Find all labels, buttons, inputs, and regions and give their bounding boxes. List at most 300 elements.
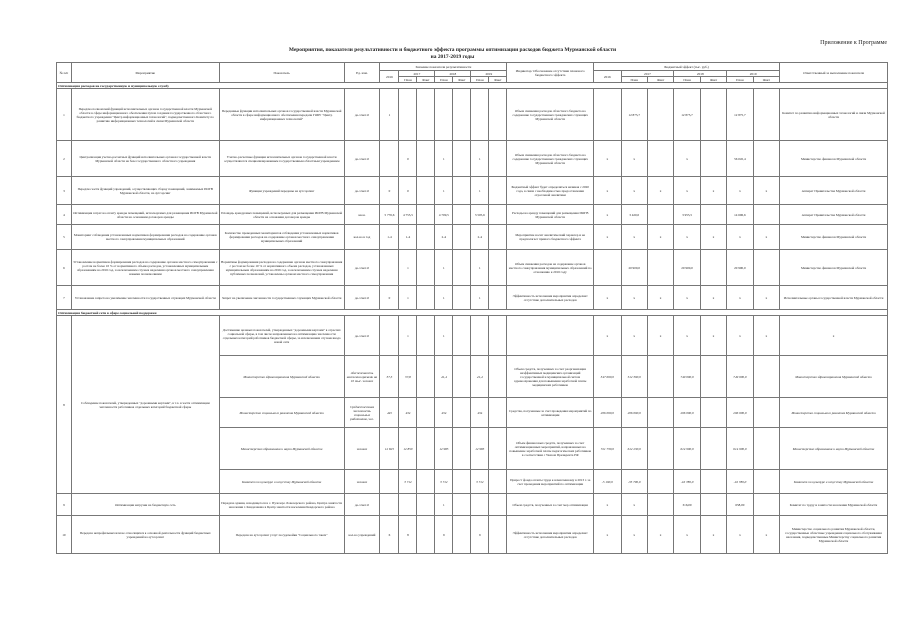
value-cell: 1 [435, 250, 453, 286]
budget-cell: 14 606,6 [727, 205, 753, 225]
responsible-cell: х [780, 316, 888, 356]
responsible-cell: Комитет по труду и занятости населения Мурманской области [780, 494, 888, 516]
row-number: 10 [57, 516, 72, 554]
budget-cell: х [594, 286, 621, 310]
col-budget-group: Бюджетный эффект (тыс. руб.) [594, 63, 780, 71]
row-number: 7 [57, 286, 72, 310]
responsible-cell: Аппарат Правительства Мурманской области [780, 205, 888, 225]
budget-cell [753, 398, 779, 428]
budget-cell: х [753, 177, 779, 205]
unit-cell: кв.м. [344, 205, 380, 225]
budget-cell [647, 494, 673, 516]
value-cell: 4 755,5 [399, 205, 417, 225]
value-cell: 6 [380, 516, 399, 554]
budget-cell: 3 955,5 [674, 205, 700, 225]
budget-cell [647, 89, 673, 141]
budget-cell: х [700, 286, 726, 310]
value-cell: 1 [435, 141, 453, 177]
budget-cell [753, 205, 779, 225]
budget-cell: х [621, 316, 647, 356]
value-cell: 3 505,6 [471, 205, 489, 225]
table-row [57, 177, 888, 205]
section-title: Оптимизация расходов на государственную и муниципальную службу [57, 83, 888, 89]
budget-cell: х [647, 316, 673, 356]
unit-cell: человек [344, 470, 380, 494]
budget-cell: -16 780,0 [674, 470, 700, 494]
col-fact: Факт [489, 77, 507, 83]
value-cell [380, 470, 399, 494]
budget-cell: 512 300,0 [621, 356, 647, 398]
value-cell: 12 825 [380, 428, 399, 470]
section-title: Оптимизация бюджетной сети в сфере социальной поддержки [57, 310, 888, 316]
budget-cell: х [594, 177, 621, 205]
value-cell [417, 205, 435, 225]
budget-cell: 614 900,0 [674, 428, 700, 470]
value-cell: 2-4 [435, 225, 453, 250]
budget-indicator-cell: Объем средств, полученных за счет мер оптимизации [507, 494, 594, 516]
value-cell [380, 250, 399, 286]
budget-cell [700, 250, 726, 286]
value-cell: 41,4 [435, 356, 453, 398]
value-cell [453, 89, 471, 141]
indicator-cell: Количество проведенных мониторингов соблюдения установленных нормативов формирования расходов на содержание органов местного самоуправления муниципальных образований [219, 225, 344, 250]
table-row [57, 494, 888, 516]
value-cell [417, 286, 435, 310]
value-cell: 1 [471, 250, 489, 286]
unit-cell: да-1/нет-0 [344, 286, 380, 310]
col-values-group: Значение показателя результативности [380, 63, 507, 71]
responsible-cell: Министерство финансов Мурманской области [780, 225, 888, 250]
budget-indicator-cell: Объем снижения расходов областного бюджета на содержание государственных гражданских служащих Мурманской области [507, 89, 594, 141]
col-measure: Мероприятие [71, 63, 219, 83]
value-cell [399, 494, 417, 516]
value-cell [417, 516, 435, 554]
indicator-cell: Переданные функции исполнительных органов государственной власти Мурманской области в сфере информационного обеспечения передали ГОБУ "Центр информационных технологий" [219, 89, 344, 141]
value-cell [417, 141, 435, 177]
value-cell [380, 316, 399, 356]
budget-cell: 658,00 [727, 494, 753, 516]
value-cell [453, 141, 471, 177]
table-body [57, 83, 888, 554]
budget-cell [700, 494, 726, 516]
budget-indicator-cell: Объем средств, полученных за счет реорганизации неэффективных медицинских организаций государственной и муниципальной систем здравоохранения для повышения заработной платы медицинских работников [507, 356, 594, 398]
value-cell [453, 494, 471, 516]
budget-cell [647, 470, 673, 494]
budget-cell: х [647, 286, 673, 310]
value-cell [453, 205, 471, 225]
value-cell [453, 356, 471, 398]
responsible-cell: Комитет по развитию информационных технологий и связи Мурманской области [780, 89, 888, 141]
budget-cell [647, 250, 673, 286]
measure-cell: Передача части функций учреждений, осуществляющих сборку помещений, занимаемых ИОГВ Мурманской области, на аутсорсинг [71, 177, 219, 205]
value-cell [417, 250, 435, 286]
row-number: 2 [57, 141, 72, 177]
unit-cell: обеспеченность населения врачами на 10 тыс. человек [344, 356, 380, 398]
budget-cell: х [647, 225, 673, 250]
table-row [57, 286, 888, 310]
value-cell: 12 985 [471, 428, 489, 470]
budget-indicator-cell: Бюджетный эффект будет определяться начиная с 2020 года, в связи с необходимостью предоставления отраслевой аналитики [507, 177, 594, 205]
value-cell [417, 89, 435, 141]
value-cell: 1-4 [399, 225, 417, 250]
budget-cell: 12 875,7 [674, 89, 700, 141]
budget-cell [753, 141, 779, 177]
budget-cell [647, 428, 673, 470]
responsible-cell: Министерство социального развития Мурманской области, государственные областные учреждения социального обслуживания населения, подведомственные Министерству социального развития Мурманской области [780, 516, 888, 554]
budget-cell: х [753, 225, 779, 250]
value-cell: 1 [435, 286, 453, 310]
budget-cell [753, 356, 779, 398]
budget-cell: 3 420,0 [621, 205, 647, 225]
value-cell: 0 [399, 141, 417, 177]
value-cell: 9 [471, 516, 489, 554]
indicator-cell: Нормативы формирования расходов на содержание органов местного самоуправления с ростом не более 10 % от нормативного объема расходов, установленных муниципальным образованиям на 2016 год, за исключением случаев наделения публичных полномочий, установлены органам местного самоуправления [219, 250, 344, 286]
budget-cell [700, 428, 726, 470]
indicator-cell: Министерство образования и науки Мурманской области [219, 428, 344, 470]
budget-cell: 347 600,0 [594, 356, 621, 398]
row-number: 8 [57, 316, 72, 494]
value-cell: 41,4 [471, 356, 489, 398]
budget-cell: х [727, 177, 753, 205]
value-cell: 434 [471, 398, 489, 428]
value-cell: 1 [435, 316, 453, 356]
budget-cell: х [753, 316, 779, 356]
value-cell: 1 [435, 177, 453, 205]
value-cell: 3 712 [399, 470, 417, 494]
budget-cell: 12 875,7 [621, 89, 647, 141]
budget-cell: -35 790,0 [621, 470, 647, 494]
appendix-label: Приложение к Программе [820, 40, 887, 46]
budget-cell: 206 000,0 [621, 398, 647, 428]
budget-indicator-cell: Объем финансовых средств, полученных за счет оптимизационных мероприятий, направленных на повышение заработной платы педагогических работников в соответствии с Указом Президента РФ [507, 428, 594, 470]
value-cell [471, 316, 489, 356]
value-cell [489, 398, 507, 428]
budget-indicator-cell: Мероприятие носит аналитический характер и не предполагает прямого бюджетного эффекта [507, 225, 594, 250]
budget-cell: х [621, 286, 647, 310]
value-cell: 1 [399, 250, 417, 286]
budget-cell [647, 205, 673, 225]
responsible-cell: Министерство образования и науки Мурманской области [780, 428, 888, 470]
indicator-cell: Комитет по культуре и искусству Мурманской области [219, 470, 344, 494]
value-cell [399, 89, 417, 141]
value-cell [489, 141, 507, 177]
value-cell [471, 494, 489, 516]
budget-cell: 206 000,0 [594, 398, 621, 428]
budget-cell: х [647, 177, 673, 205]
document-title [0, 47, 905, 61]
value-cell [417, 225, 435, 250]
table-row [57, 250, 888, 286]
budget-cell [753, 470, 779, 494]
col-fact: Факт [417, 77, 435, 83]
budget-cell: х [700, 516, 726, 554]
budget-cell: -16 780,0 [727, 470, 753, 494]
row-number: 6 [57, 250, 72, 286]
budget-cell: 206 000,0 [727, 398, 753, 428]
measure-cell: Передача непрофильных или не относящихся к основной деятельности функций бюджетных учреждений на аутсорсинг [71, 516, 219, 554]
budget-cell: х [594, 225, 621, 250]
value-cell: 3 712 [471, 470, 489, 494]
col-2018: 2018 [435, 71, 471, 77]
table-row [57, 516, 888, 554]
budget-cell: х [674, 286, 700, 310]
value-cell: 37,5 [380, 356, 399, 398]
budget-indicator-cell: Средства, полученные за счет проведения мероприятий по оптимизации [507, 398, 594, 428]
budget-cell: х [727, 225, 753, 250]
budget-cell [700, 470, 726, 494]
budget-cell: 721 730,0 [594, 428, 621, 470]
col-b2019: 2019 [727, 71, 780, 77]
unit-cell: да-1/нет-0 [344, 141, 380, 177]
budget-cell: 20 900,0 [621, 250, 647, 286]
value-cell: 3 712 [435, 470, 453, 494]
responsible-cell: Исполнительные органы государственной власти Мурманской области [780, 286, 888, 310]
value-cell: 4 709,5 [435, 205, 453, 225]
col-2016: 2016 [380, 71, 399, 83]
value-cell [380, 141, 399, 177]
budget-cell: -5 190,0 [594, 470, 621, 494]
budget-cell: 20 900,0 [674, 250, 700, 286]
budget-cell: х [594, 316, 621, 356]
budget-cell: х [594, 494, 621, 516]
value-cell: 12 985 [435, 428, 453, 470]
col-plan: План [621, 77, 647, 83]
col-plan: План [399, 77, 417, 83]
budget-cell [753, 428, 779, 470]
responsible-cell: Аппарат Правительства Мурманской области [780, 177, 888, 205]
value-cell [417, 494, 435, 516]
col-plan: План [727, 77, 753, 83]
value-cell [453, 428, 471, 470]
budget-cell: х [700, 177, 726, 205]
value-cell [453, 316, 471, 356]
col-b2016: 2016 [594, 71, 621, 83]
budget-cell [700, 205, 726, 225]
table-row [57, 316, 888, 356]
budget-cell: 316,00 [674, 494, 700, 516]
budget-cell: х [621, 177, 647, 205]
col-2019: 2019 [471, 71, 507, 77]
budget-indicator-cell [507, 316, 594, 356]
unit-cell: да-1/нет-0 [344, 177, 380, 205]
budget-cell: х [674, 141, 700, 177]
value-cell: 445 [380, 398, 399, 428]
value-cell: 434 [435, 398, 453, 428]
budget-cell: х [727, 516, 753, 554]
value-cell [489, 428, 507, 470]
budget-cell: х [700, 316, 726, 356]
value-cell: 1 [380, 89, 399, 141]
value-cell [417, 428, 435, 470]
budget-cell: х [594, 516, 621, 554]
measure-cell: Оптимизация нагрузки на бюджетную сеть [71, 494, 219, 516]
table-row [57, 205, 888, 225]
budget-cell: 20 900,0 [727, 250, 753, 286]
unit-cell: да-1/нет-0 [344, 494, 380, 516]
measure-cell: Мониторинг соблюдения установленных нормативов формирования расходов на содержание органов местного самоуправления муниципальных образований [71, 225, 219, 250]
col-fact: Факт [753, 77, 779, 83]
col-unit: Ед. изм. [344, 63, 380, 83]
budget-cell: 56 045,4 [727, 141, 753, 177]
col-b2017: 2017 [621, 71, 674, 77]
budget-indicator-cell: Эффективность исполнения мероприятия определяет отсутствие дополнительных расходов [507, 286, 594, 310]
budget-cell: х [700, 225, 726, 250]
title-line-2: на 2017-2019 годы [430, 54, 475, 60]
col-fact: Факт [647, 77, 673, 83]
value-cell [489, 225, 507, 250]
table-header [57, 63, 888, 83]
value-cell [453, 250, 471, 286]
budget-cell: х [621, 494, 647, 516]
col-responsible: Ответственный за выполнение показателя [780, 63, 888, 83]
budget-cell: х [674, 225, 700, 250]
measure-cell: Передача полномочий функций исполнительных органов государственной власти Мурманской области в сфере информационного обеспечения путем создания государственного областного бюджетного учреждения "Центр информационных технологий", подведомственного Комитету по развитию информационных технологий и связи Мурманской области [71, 89, 219, 141]
col-plan: План [674, 77, 700, 83]
responsible-cell: Министерство финансов Мурманской области [780, 141, 888, 177]
value-cell: 1 [471, 177, 489, 205]
unit-cell: человек [344, 428, 380, 470]
col-budget-indicator: Индикатор/ Обоснование отсутствия планового бюджетного эффекта [507, 63, 594, 83]
value-cell [453, 516, 471, 554]
indicator-cell: Учетно-расчетные функции исполнительных органов государственной власти осуществляются специализированным государственным областным учреждением [219, 141, 344, 177]
value-cell: 1 [399, 286, 417, 310]
value-cell [489, 89, 507, 141]
indicator-cell: Функции учреждений переданы на аутсорсинг [219, 177, 344, 205]
value-cell: 0 [399, 177, 417, 205]
value-cell [417, 316, 435, 356]
responsible-cell: Министерство финансов Мурманской области [780, 250, 888, 286]
value-cell [453, 177, 471, 205]
indicator-cell: Министерство здравоохранения Мурманской области [219, 356, 344, 398]
budget-cell: х [647, 516, 673, 554]
measure-cell: Централизация учетно-расчетных функций исполнительных органов государственной власти Мурманской области на базе государственного областного учреждения [71, 141, 219, 177]
budget-cell: 206 000,0 [674, 398, 700, 428]
row-number: 5 [57, 225, 72, 250]
budget-cell: 612 230,0 [621, 428, 647, 470]
value-cell: 37,8 [399, 356, 417, 398]
program-table [56, 62, 888, 554]
value-cell: 2-4 [471, 225, 489, 250]
value-cell: 1 [399, 316, 417, 356]
unit-cell: да-1/нет-0 [344, 316, 380, 356]
budget-cell [647, 141, 673, 177]
budget-cell: х [621, 516, 647, 554]
value-cell [453, 398, 471, 428]
budget-cell [700, 89, 726, 141]
row-number: 3 [57, 177, 72, 205]
value-cell [489, 470, 507, 494]
value-cell [453, 286, 471, 310]
budget-cell [647, 356, 673, 398]
value-cell [417, 398, 435, 428]
value-cell: 1-4 [380, 225, 399, 250]
indicator-cell: Министерство социального развития Мурманской области [219, 398, 344, 428]
value-cell [489, 205, 507, 225]
table-row [57, 141, 888, 177]
value-cell [435, 89, 453, 141]
unit-cell: кол-во в год [344, 225, 380, 250]
budget-cell: х [621, 141, 647, 177]
row-number: 1 [57, 89, 72, 141]
budget-cell [594, 89, 621, 141]
col-2017: 2017 [399, 71, 435, 77]
measure-cell: Оптимизация затрат на оплату аренды помещений, используемых для размещения ИОГВ Мурманской области на основании договоров аренды [71, 205, 219, 225]
unit-cell: кол-во учреждений [344, 516, 380, 554]
budget-indicator-cell: Объем снижения расходов областного бюджета на содержание государственных гражданских служащих Мурманской области [507, 141, 594, 177]
budget-cell [753, 250, 779, 286]
budget-cell [700, 398, 726, 428]
budget-cell: х [594, 205, 621, 225]
budget-cell: 749 000,0 [727, 356, 753, 398]
col-plan: План [435, 77, 453, 83]
budget-indicator-cell: Объем снижения расходов на содержание органов местного самоуправления муниципальных образований по отношению к 2016 году [507, 250, 594, 286]
budget-cell [647, 398, 673, 428]
unit-cell: да-1/нет-0 [344, 89, 380, 141]
budget-cell: х [674, 516, 700, 554]
value-cell [453, 470, 471, 494]
measure-cell: Установление запрета на увеличение численности государственных служащих Мурманской области [71, 286, 219, 310]
value-cell: 434 [399, 398, 417, 428]
value-cell [489, 516, 507, 554]
budget-cell: 749 000,0 [674, 356, 700, 398]
indicator-cell: Достижение целевых показателей, утвержденных "дорожными картами" в отраслях социальной сферы, в том числе направленных на оптимизацию численности отдельных категорий работников бюджетной сферы, за исключением случаев ввода новой сети [219, 316, 344, 356]
value-cell: 0 [380, 286, 399, 310]
budget-cell [594, 250, 621, 286]
budget-cell: х [674, 316, 700, 356]
budget-cell: 12 875,7 [727, 89, 753, 141]
value-cell [489, 250, 507, 286]
col-num: № п/п [57, 63, 72, 83]
value-cell [417, 177, 435, 205]
budget-cell [700, 141, 726, 177]
row-number: 4 [57, 205, 72, 225]
unit-cell: Среднесписочная численность социальных работников, чел. [344, 398, 380, 428]
budget-cell: х [594, 141, 621, 177]
budget-cell: х [753, 516, 779, 554]
col-fact: Факт [700, 77, 726, 83]
value-cell: 9 [435, 516, 453, 554]
budget-indicator-cell: Эффективность исполнения мероприятия определяет отсутствие дополнительных расходов [507, 516, 594, 554]
col-fact: Факт [453, 77, 471, 83]
value-cell: 1 [471, 286, 489, 310]
value-cell [489, 286, 507, 310]
table-row [57, 89, 888, 141]
value-cell: 0 [380, 177, 399, 205]
budget-cell: х [674, 177, 700, 205]
table-row [57, 225, 888, 250]
budget-indicator-cell: Прирост фонда оплаты труда к начисленному в 2013 г. за счет проведения мероприятий по оптимизации [507, 470, 594, 494]
col-plan: План [471, 77, 489, 83]
budget-indicator-cell: Расходы на аренду помещений для размещения ИОГВ Мурманской области [507, 205, 594, 225]
budget-cell [700, 356, 726, 398]
measure-cell: Установление нормативов формирования расходов на содержание органов местного самоуправления с ростом не более 10 % от нормативного объема расходов, установленных муниципальным образованиям на 2016 год, за исключением случаев наделения органов местного самоуправления новыми полномочиями [71, 250, 219, 286]
measure-cell: Соблюдение показателей, утвержденных "дорожными картами", в т.ч. в части оптимизации численности работников отдельных категорий бюджетной сферы [71, 316, 219, 494]
budget-cell: х [621, 225, 647, 250]
budget-cell [753, 494, 779, 516]
title-line-1: Мероприятия, показатели результативности и бюджетного эффекта программы оптимизации расходов бюджета Мурманской области [288, 47, 617, 53]
value-cell: 1 [471, 141, 489, 177]
indicator-cell: Площадь арендуемых помещений, используемых для размещения ИОГВ Мурманской области на основании договоров аренды [219, 205, 344, 225]
value-cell [489, 177, 507, 205]
responsible-cell: Министерство социального развития Мурманской области [780, 398, 888, 428]
responsible-cell: Комитет по культуре и искусству Мурманской области [780, 470, 888, 494]
value-cell [489, 494, 507, 516]
budget-cell [753, 89, 779, 141]
budget-cell: х [727, 286, 753, 310]
responsible-cell: Министерство здравоохранения Мурманской области [780, 356, 888, 398]
value-cell [489, 316, 507, 356]
value-cell: 12 850 [399, 428, 417, 470]
